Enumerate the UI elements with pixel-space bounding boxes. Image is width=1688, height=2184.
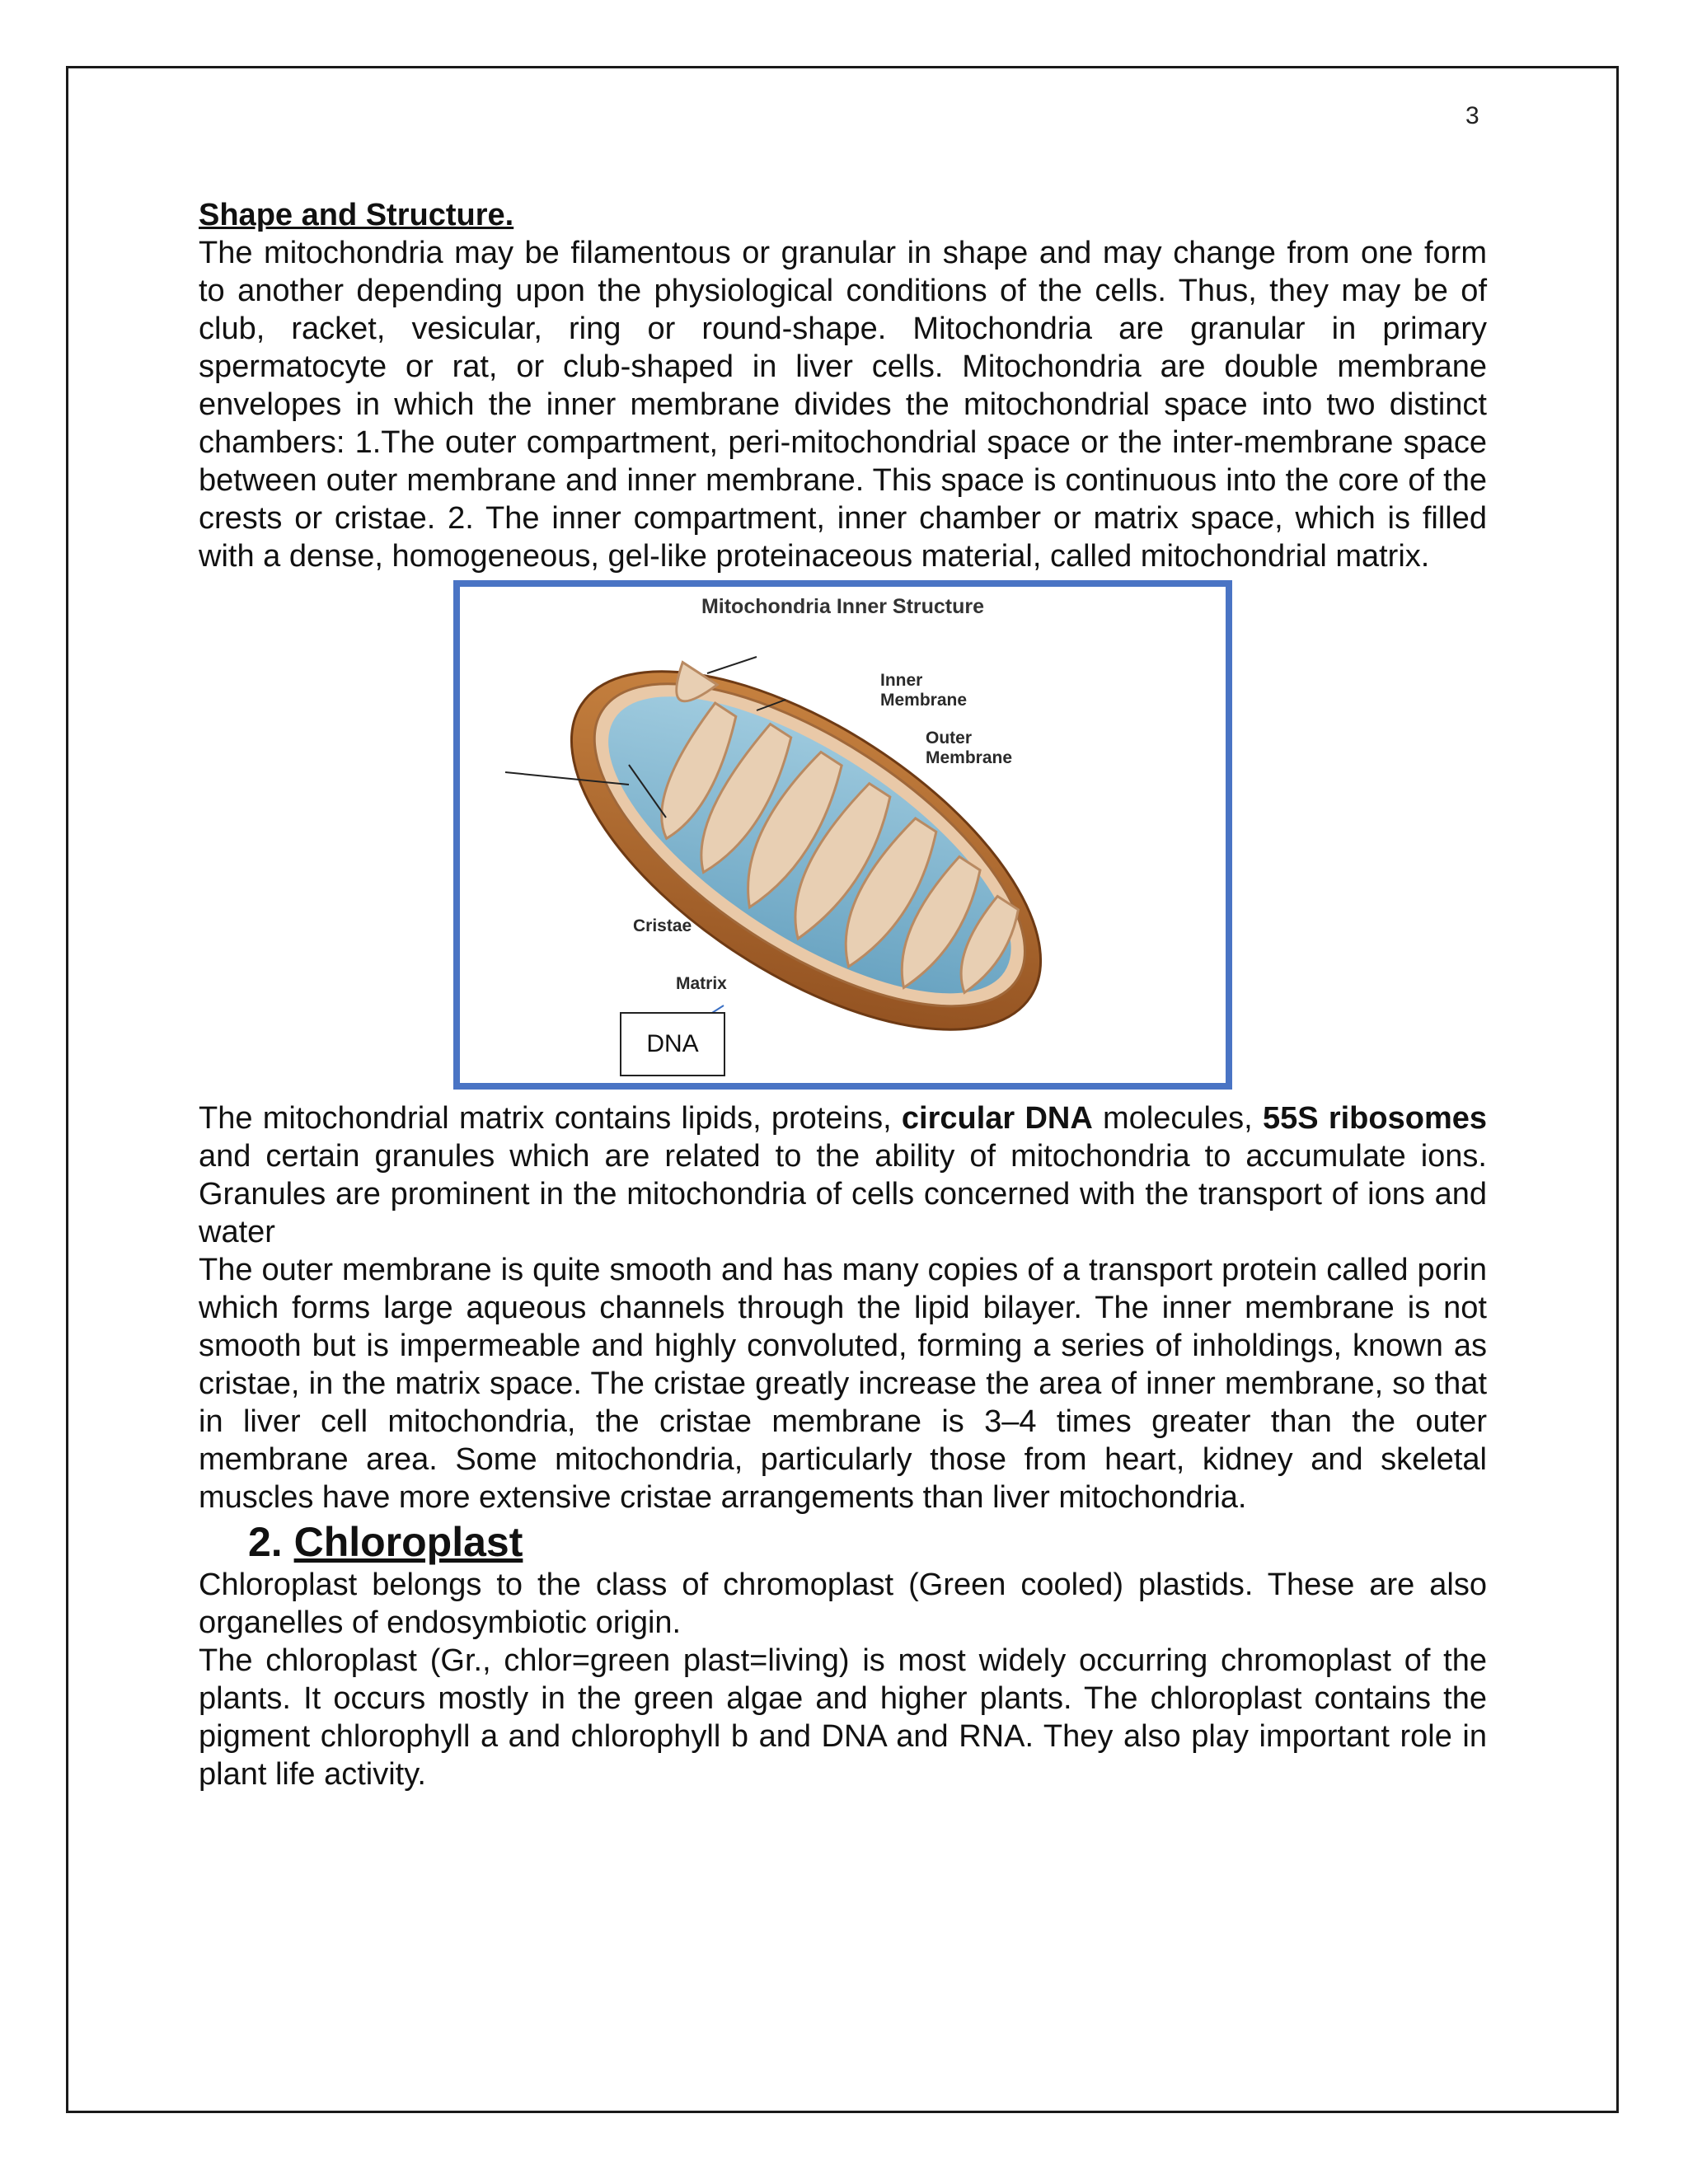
- section-heading: Shape and Structure.: [199, 198, 514, 232]
- label-cristae: Cristae: [633, 916, 692, 935]
- figure-title: Mitochondria Inner Structure: [701, 595, 985, 618]
- label-matrix: Matrix: [676, 974, 727, 993]
- paragraph-chloroplast-2: The chloroplast (Gr., chlor=green plast=living) is most widely occurring chromoplast of the plants. It occurs mostly in the green algae and higher plants. The chloroplast contains the pigment chlorophyll a and chlorophyll b and DNA and RNA. They also play important role in plant life activity.: [199, 1643, 1487, 1792]
- page-content: [199, 196, 1487, 1793]
- inner-membrane-pointer: [707, 657, 757, 673]
- paragraph-matrix: The mitochondrial matrix contains lipids, proteins, circular DNA molecules, 55S ribosomes and certain granules which are related to the ability of mitochondria to accumulate ions. Granules are prominent in the mitochondria of cells concerned with the transport of ions and water: [199, 1101, 1487, 1249]
- label-outer-membrane: Outer Membrane: [926, 729, 1013, 767]
- outer-membrane-shape: [514, 601, 1099, 1083]
- paragraph-shape-structure: The mitochondria may be filamentous or granular in shape and may change from one form to another depending upon the physiological conditions of the cells. Thus, they may be of club, racket, vesicular, ring or round-shape. Mitochondria are granular in primary spermatocyte or rat, or club-shaped in liver cells. Mitochondria are double membrane envelopes in which the inner membrane divides the mitochondrial space into two distinct chambers: 1.The outer compartment, peri-mitochondrial space or the inter-membrane space between outer membrane and inner membrane. This space is continuous into the core of the crests or cristae. 2. The inner compartment, inner chamber or matrix space, which is filled with a dense, homogeneous, gel-like proteinaceous material, called mitochondrial matrix.: [199, 236, 1487, 574]
- label-inner-membrane: Inner Membrane: [880, 671, 968, 710]
- mitochondrion-illustration: [460, 587, 1226, 1083]
- paragraph-chloroplast-1: Chloroplast belongs to the class of chromoplast (Green cooled) plastids. These are also organelles of endosymbiotic origin.: [199, 1568, 1487, 1640]
- page-number: 3: [1465, 102, 1479, 129]
- section-title-chloroplast: 2. Chloroplast: [248, 1519, 523, 1565]
- paragraph-outer-membrane: The outer membrane is quite smooth and has many copies of a transport protein called porin which forms large aqueous channels through the lipid bilayer. The inner membrane is not smooth but is impermeable and highly convoluted, forming a series of inholdings, known as cristae, in the matrix space. The cristae greatly increase the area of inner membrane, so that in liver cell mitochondria, the cristae membrane is 3–4 times greater than the outer membrane area. Some mitochondria, particularly those from heart, kidney and skeletal muscles have more extensive cristae arrangements than liver mitochondria.: [199, 1253, 1487, 1515]
- dna-label-box: DNA: [620, 1012, 725, 1076]
- mitochondria-figure: [453, 580, 1232, 1090]
